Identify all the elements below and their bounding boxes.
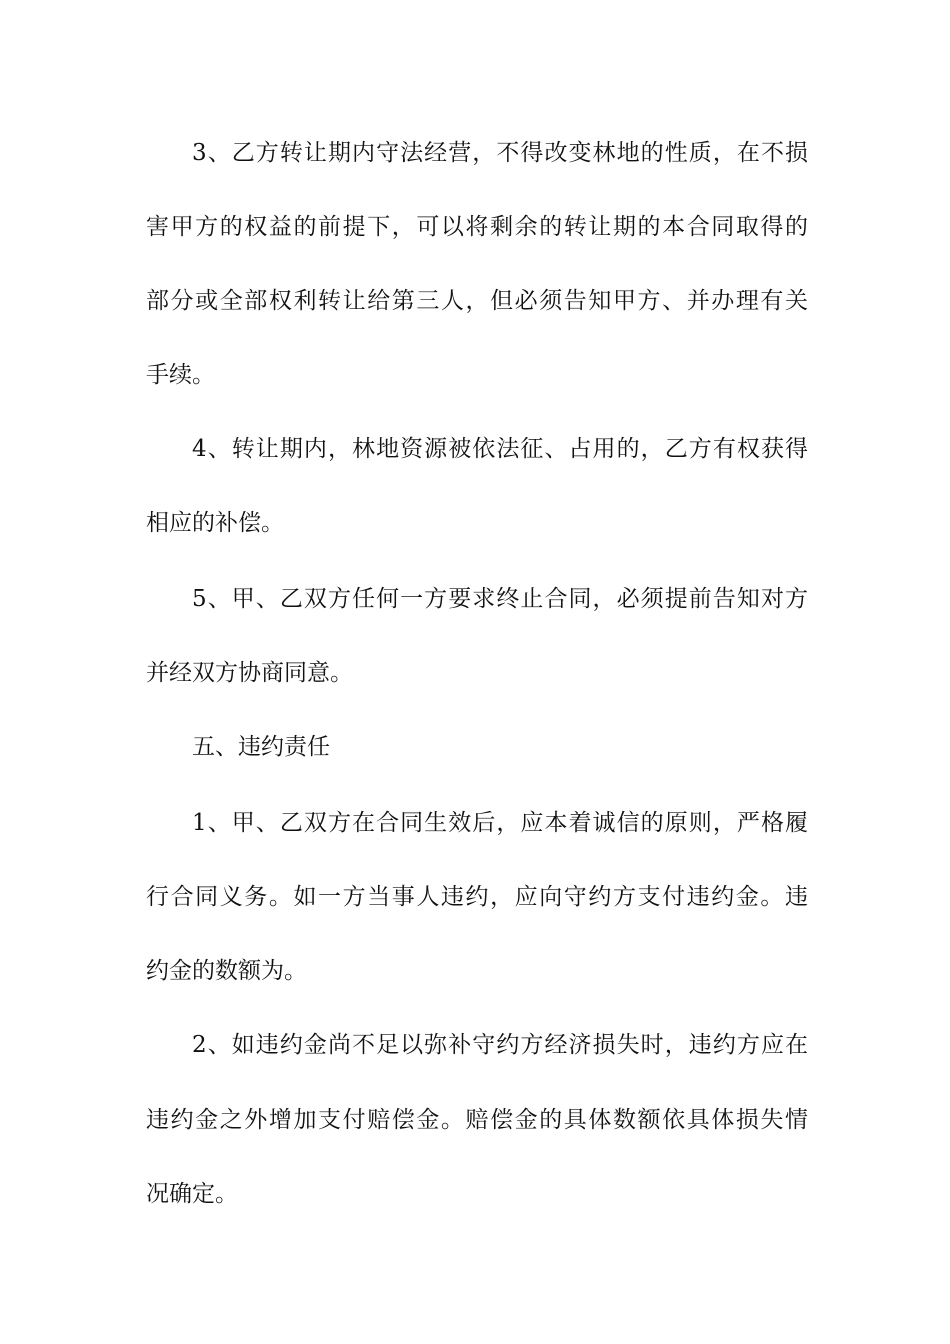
breach-item-1-line-3: 约金的数额为。 <box>146 958 307 984</box>
paragraph-4-line-2: 相应的补偿。 <box>146 510 284 536</box>
paragraph-3-line-4: 手续。 <box>146 362 215 388</box>
paragraph-3-line-3: 部分或全部权利转让给第三人，但必须告知甲方、并办理有关 <box>146 288 808 314</box>
paragraph-5-line-2: 并经双方协商同意。 <box>146 660 353 686</box>
paragraph-3-line-2: 害甲方的权益的前提下，可以将剩余的转让期的本合同取得的 <box>146 214 808 240</box>
breach-item-1-line-1: 1、甲、乙双方在合同生效后，应本着诚信的原则，严格履 <box>192 810 808 836</box>
paragraph-4-line-1: 4、转让期内，林地资源被依法征、占用的，乙方有权获得 <box>192 436 808 462</box>
breach-item-2-line-1: 2、如违约金尚不足以弥补守约方经济损失时，违约方应在 <box>192 1032 808 1058</box>
breach-item-1-line-2: 行合同义务。如一方当事人违约，应向守约方支付违约金。违 <box>146 884 808 910</box>
paragraph-3-line-1: 3、乙方转让期内守法经营，不得改变林地的性质，在不损 <box>192 140 808 166</box>
paragraph-5-line-1: 5、甲、乙双方任何一方要求终止合同，必须提前告知对方 <box>192 586 808 612</box>
section-heading-breach-liability: 五、违约责任 <box>192 734 330 760</box>
breach-item-2-line-3: 况确定。 <box>146 1181 238 1207</box>
breach-item-2-line-2: 违约金之外增加支付赔偿金。赔偿金的具体数额依具体损失情 <box>146 1107 808 1133</box>
